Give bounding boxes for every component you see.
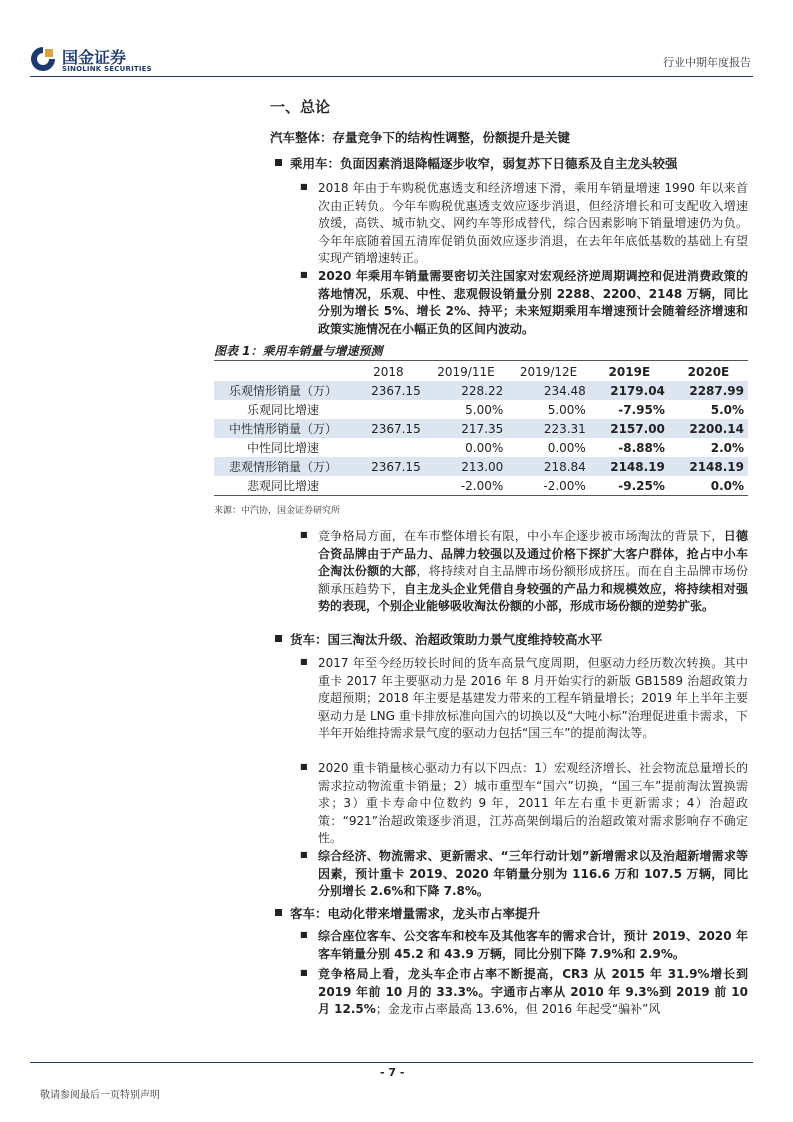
table-cell: 中性同比增速 [246, 441, 319, 455]
table-cell: 228.22 [425, 381, 508, 400]
sales-forecast-table [214, 362, 748, 496]
table-cell: 223.31 [507, 419, 590, 438]
truck-paragraph-3: 综合经济、物流需求、更新需求、“三年行动计划”新增需求以及治超新增需求等因素，预计重卡 2019、2020 年销量分别为 116.6 万和 107.5 万辆，同比分别增长 2.6%和下降 7.8%。 [318, 849, 748, 898]
logo-english-text: SINOLINK SECURITIES [62, 65, 152, 73]
table-row [214, 457, 748, 476]
square-bullet-icon [275, 909, 282, 916]
table-cell: 2287.99 [669, 381, 748, 400]
section-subtitle: 汽车整体：存量竞争下的结构性调整，份额提升是关键 [270, 130, 571, 145]
small-square-bullet-icon: ■ [300, 657, 308, 666]
table-cell: 2367.15 [352, 381, 425, 400]
table-cell [352, 476, 425, 496]
logo-chinese-text: 国金证券 [62, 48, 127, 67]
truck-heading [275, 630, 603, 648]
bus-paragraph-2 [318, 966, 748, 1019]
footer-disclaimer: 敬请参阅最后一页特别声明 [40, 1090, 160, 1101]
section-title: 一、总论 [270, 98, 331, 116]
table-cell: 2148.19 [590, 457, 669, 476]
small-square-bullet-icon: ■ [300, 762, 308, 771]
table-cell: -2.00% [425, 476, 508, 496]
passenger-paragraph-1: 2018 年由于车购税优惠透支和经济增速下滑，乘用车销量增速 1990 年以来首次由正转负。今年车购税优惠透支效应逐步消退，但经济增长和可支配收入增速放缓，高铁、城市轨交、网约车等形成替代，综合因素影响下销量增速仍为负。今年年底随着国五清库促销负面效应逐步消退，在去年年底低基数的基础上有望实现产销增速转正。 [318, 181, 748, 265]
passenger-heading-text: 乘用车：负面因素消退降幅逐步收窄，弱复苏下日德系及自主龙头较强 [290, 156, 678, 171]
paragraph-bold-text: 竞争格局上看，龙头车企市占率不断提高，CR3 从 2015 年 31.9%增长到 2019 年前 10 月的 33.3%。宇通市占率从 2010 年 9.3%到 2019 前 10 月 12.5% [318, 967, 748, 1016]
table-cell: 5.0% [710, 402, 744, 417]
table-cell: 中性情形销量（万） [214, 419, 352, 438]
table-cell: 2367.15 [352, 457, 425, 476]
small-square-bullet-icon: ■ [300, 930, 308, 939]
truck-paragraph-1: 2017 年至今经历较长时间的货车高景气度周期，但驱动力经历数次转换。其中重卡 2017 年主要驱动力是 2016 年 8 月开始实行的新版 GB1589 治超政策力度超预期；2018 年主要是基建发力带来的工程车销量增长；2019 年上半年主要驱动力是 LNG 重卡排放标准向国六的切换以及“大吨小标”治理促进重卡需求，下半年开始维持需求景气度的驱动力包括“国三车”的提前淘汰等。 [318, 656, 748, 740]
company-logo [30, 45, 150, 75]
table-cell: 乐观情形销量（万） [214, 381, 352, 400]
sinolink-logo-icon [30, 46, 56, 72]
passenger-paragraph-3 [318, 528, 748, 616]
table-cell: 5.00% [465, 402, 504, 417]
paragraph-text: ；金龙市占率最高 13.6%，但 2016 年起受“骗补”风 [375, 1002, 661, 1016]
table-header-cell: 2019E [608, 364, 651, 379]
footer-divider [30, 1062, 753, 1063]
table-row [214, 476, 748, 496]
truck-heading-text: 货车：国三淘汰升级、治超政策助力景气度维持较高水平 [290, 632, 603, 647]
paragraph-text: 竞争格局方面，在车市整体增长有限，中小车企逐步被市场淘汰的背景下， [318, 529, 724, 543]
square-bullet-icon [275, 159, 282, 166]
small-square-bullet-icon: ■ [300, 850, 308, 859]
table-header-row [214, 362, 748, 381]
bus-heading-text: 客车：电动化带来增量需求，龙头市占率提升 [290, 906, 541, 921]
table-cell: 乐观同比增速 [246, 403, 319, 417]
table-cell: 0.00% [547, 440, 586, 455]
passenger-heading [275, 154, 678, 172]
paragraph-bold-text: 自主龙头企业凭借自身较强的产品力和规模效应，将持续相对强势的表现，个别企业能够吸收淘汰份额的小部，形成市场份额的逆势扩张。 [318, 581, 748, 613]
table-header-cell: 2019/11E [437, 364, 495, 379]
table-cell: 2.0% [710, 440, 744, 455]
small-square-bullet-icon: ■ [300, 182, 308, 191]
table-cell: 218.84 [507, 457, 590, 476]
table-row [214, 438, 748, 457]
table-header-cell [214, 362, 352, 381]
paragraph-bold-text: 日德合资品牌由于产品力、品牌力较强以及通过价格下探扩大客户群体，抢占中小车企淘汰份额的大部 [318, 529, 748, 578]
table-cell: -2.00% [507, 476, 590, 496]
table-cell: 0.0% [669, 476, 748, 496]
table-header-cell: 2019/12E [519, 364, 578, 379]
table-cell: -7.95% [618, 402, 665, 417]
table-cell: 悲观情形销量（万） [214, 457, 352, 476]
table-row [214, 400, 748, 419]
table-cell: -8.88% [618, 440, 665, 455]
table-cell: 2200.14 [669, 419, 748, 438]
table-cell: 2157.00 [590, 419, 669, 438]
table-cell: 2148.19 [669, 457, 748, 476]
table-header-cell: 2020E [687, 364, 730, 379]
table-cell: -9.25% [590, 476, 669, 496]
table-row [214, 381, 748, 400]
small-square-bullet-icon: ■ [300, 968, 308, 977]
report-type: 行业中期年度报告 [663, 56, 751, 69]
table-cell: 5.00% [547, 402, 586, 417]
small-square-bullet-icon: ■ [300, 530, 308, 539]
page-number: - 7 - [380, 1066, 405, 1079]
small-square-bullet-icon: ■ [300, 270, 308, 279]
table-cell [352, 438, 425, 457]
page-header [0, 0, 793, 80]
figure-title-text: 图表 1：乘用车销量与增速预测 [214, 344, 383, 358]
table-cell: 2179.04 [590, 381, 669, 400]
bus-paragraph-1: 综合座位客车、公交客车和校车及其他客车的需求合计，预计 2019、2020 年客车销量分别 45.2 和 43.9 万辆，同比分别下降 7.9%和 2.9%。 [318, 929, 748, 961]
paragraph-text: ，将持续对自主品牌市场份额形成挤压。而在自主品牌市场份额承压趋势下， [318, 564, 748, 596]
table-cell: 217.35 [425, 419, 508, 438]
table-cell: 0.00% [465, 440, 504, 455]
square-bullet-icon [275, 635, 282, 642]
figure-title [214, 340, 748, 361]
table-cell: 213.00 [425, 457, 508, 476]
passenger-paragraph-2: 2020 年乘用车销量需要密切关注国家对宏观经济逆周期调控和促进消费政策的落地情况，乐观、中性、悲观假设销量分别 2288、2200、2148 万辆，同比分别为增长 5%、增长 2%、持平；未来短期乘用车增速预计会随着经济增速和政策实施情况在小幅正负的区间内波动。 [318, 269, 748, 336]
table-cell: 悲观同比增速 [214, 476, 352, 496]
table-row [214, 419, 748, 438]
header-divider [30, 76, 753, 77]
table-header-cell: 2018 [373, 364, 404, 379]
table-cell: 234.48 [507, 381, 590, 400]
table-cell: 2367.15 [352, 419, 425, 438]
bus-heading [275, 904, 540, 922]
truck-paragraph-2: 2020 重卡销量核心驱动力有以下四点：1）宏观经济增长、社会物流总量增长的需求拉动物流重卡销量；2）城市重型车“国六”切换，“国三车”提前淘汰置换需求；3）重卡寿命中位数约 9 年，2011 年左右重卡更新需求；4）治超政策：“921”治超政策逐步消退，江苏高架倒塌后的治超政策对需求影响存不确定性。 [318, 761, 748, 845]
figure-source: 来源：中汽协，国金证券研究所 [214, 506, 341, 516]
table-cell [352, 400, 425, 419]
